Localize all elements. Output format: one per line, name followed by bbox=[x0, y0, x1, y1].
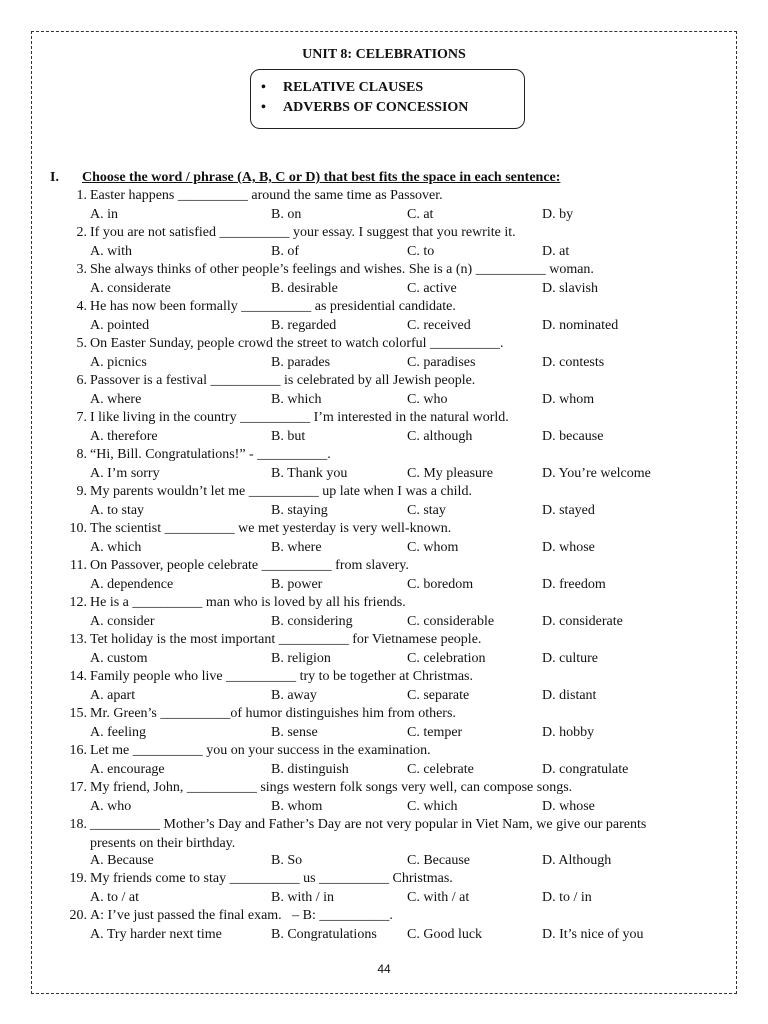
option-a[interactable]: A. where bbox=[90, 391, 142, 407]
option-d[interactable]: D. considerate bbox=[542, 613, 623, 629]
option-c[interactable]: C. My pleasure bbox=[407, 465, 493, 481]
question-item bbox=[0, 298, 768, 335]
question-item bbox=[0, 907, 768, 944]
option-b[interactable]: B. whom bbox=[271, 798, 323, 814]
option-d[interactable]: D. congratulate bbox=[542, 761, 629, 777]
page-number: 44 bbox=[377, 962, 391, 976]
option-d[interactable]: D. culture bbox=[542, 650, 598, 666]
option-b[interactable]: B. but bbox=[271, 428, 306, 444]
question-item bbox=[0, 631, 768, 668]
answer-options bbox=[0, 761, 768, 780]
question-text: presents on their birthday. bbox=[90, 835, 236, 851]
question-text: My friends come to stay __________ us __________ Christmas. bbox=[90, 871, 453, 886]
option-c[interactable]: C. separate bbox=[407, 687, 470, 703]
question-line bbox=[0, 870, 768, 889]
question-line bbox=[0, 816, 768, 835]
question-item bbox=[0, 520, 768, 557]
topic-item bbox=[251, 98, 524, 118]
option-c[interactable]: C. paradises bbox=[407, 354, 476, 370]
question-line bbox=[0, 594, 768, 613]
question-number: 5. bbox=[76, 336, 87, 351]
answer-options bbox=[0, 576, 768, 595]
question-number: 18. bbox=[69, 817, 87, 832]
option-a[interactable]: A. custom bbox=[90, 650, 148, 666]
question-line bbox=[0, 261, 768, 280]
answer-options bbox=[0, 926, 768, 945]
option-a[interactable]: A. I’m sorry bbox=[90, 465, 160, 481]
topic-box bbox=[250, 69, 525, 129]
question-text: I like living in the country __________ I’m interested in the natural world. bbox=[90, 410, 509, 425]
question-text: Family people who live __________ try to be together at Christmas. bbox=[90, 669, 473, 684]
question-line bbox=[0, 483, 768, 502]
question-number: 17. bbox=[69, 780, 87, 795]
answer-options bbox=[0, 687, 768, 706]
option-a[interactable]: A. therefore bbox=[90, 428, 158, 444]
answer-options bbox=[0, 317, 768, 336]
answer-options bbox=[0, 852, 768, 871]
topic-label: ADVERBS OF CONCESSION bbox=[283, 100, 469, 115]
answer-options bbox=[0, 724, 768, 743]
question-line bbox=[0, 335, 768, 354]
question-number: 11. bbox=[70, 558, 87, 573]
option-a[interactable]: A. apart bbox=[90, 687, 136, 703]
question-line bbox=[0, 705, 768, 724]
answer-options bbox=[0, 280, 768, 299]
option-c[interactable]: C. temper bbox=[407, 724, 463, 740]
question-text: He is a __________ man who is loved by all his friends. bbox=[90, 595, 406, 610]
question-number: 4. bbox=[76, 299, 87, 314]
question-item bbox=[0, 742, 768, 779]
question-line bbox=[0, 409, 768, 428]
question-line bbox=[0, 224, 768, 243]
answer-options bbox=[0, 539, 768, 558]
option-d[interactable]: D. Although bbox=[542, 852, 612, 868]
option-a[interactable]: A. pointed bbox=[90, 317, 150, 333]
option-a[interactable]: A. dependence bbox=[90, 576, 174, 592]
question-text: On Passover, people celebrate __________ from slavery. bbox=[90, 558, 409, 573]
option-d[interactable]: D. whose bbox=[542, 798, 595, 814]
question-number: 12. bbox=[69, 595, 87, 610]
option-c[interactable]: C. celebration bbox=[407, 650, 486, 666]
question-number: 13. bbox=[69, 632, 87, 647]
question-line bbox=[0, 446, 768, 465]
question-item bbox=[0, 870, 768, 907]
option-d[interactable]: D. whose bbox=[542, 539, 595, 555]
option-c[interactable]: C. to bbox=[407, 243, 435, 259]
question-number: 8. bbox=[76, 447, 87, 462]
question-item bbox=[0, 446, 768, 483]
question-item bbox=[0, 668, 768, 705]
option-d[interactable]: D. nominated bbox=[542, 317, 619, 333]
option-c[interactable]: C. received bbox=[407, 317, 471, 333]
option-b[interactable]: B. of bbox=[271, 243, 299, 259]
question-text: Easter happens __________ around the same time as Passover. bbox=[90, 188, 443, 203]
option-b[interactable]: B. considering bbox=[271, 613, 353, 629]
option-a[interactable]: A. Try harder next time bbox=[90, 926, 222, 942]
option-a[interactable]: A. consider bbox=[90, 613, 155, 629]
option-c[interactable]: C. celebrate bbox=[407, 761, 474, 777]
question-number: 3. bbox=[76, 262, 87, 277]
bullet-icon: • bbox=[261, 80, 266, 95]
option-b[interactable]: B. distinguish bbox=[271, 761, 349, 777]
question-line bbox=[0, 557, 768, 576]
question-number: 20. bbox=[69, 908, 87, 923]
option-d[interactable]: D. slavish bbox=[542, 280, 598, 296]
option-b[interactable]: B. desirable bbox=[271, 280, 338, 296]
topic-label: RELATIVE CLAUSES bbox=[283, 80, 424, 95]
option-b[interactable]: B. regarded bbox=[271, 317, 337, 333]
question-text: If you are not satisfied __________ your essay. I suggest that you rewrite it. bbox=[90, 225, 516, 240]
question-line bbox=[0, 187, 768, 206]
question-number: 1. bbox=[76, 188, 87, 203]
option-b[interactable]: B. Congratulations bbox=[271, 926, 377, 942]
option-c[interactable]: C. whom bbox=[407, 539, 459, 555]
option-c[interactable]: C. which bbox=[407, 798, 458, 814]
answer-options bbox=[0, 465, 768, 484]
bullet-icon: • bbox=[261, 100, 266, 115]
section-heading bbox=[50, 170, 560, 186]
option-a[interactable]: A. considerate bbox=[90, 280, 171, 296]
section-number: I. bbox=[50, 170, 59, 185]
option-a[interactable]: A. which bbox=[90, 539, 142, 555]
question-number: 14. bbox=[69, 669, 87, 684]
option-d[interactable]: D. at bbox=[542, 243, 570, 259]
answer-options bbox=[0, 798, 768, 817]
option-d[interactable]: D. It’s nice of you bbox=[542, 926, 644, 942]
option-b[interactable]: B. So bbox=[271, 852, 303, 868]
question-item bbox=[0, 187, 768, 224]
question-number: 6. bbox=[76, 373, 87, 388]
question-number: 7. bbox=[76, 410, 87, 425]
option-c[interactable]: C. at bbox=[407, 206, 434, 222]
question-line bbox=[0, 372, 768, 391]
question-line bbox=[0, 742, 768, 761]
option-c[interactable]: C. who bbox=[407, 391, 448, 407]
option-c[interactable]: C. active bbox=[407, 280, 457, 296]
question-number: 2. bbox=[76, 225, 87, 240]
answer-options bbox=[0, 613, 768, 632]
option-c[interactable]: C. with / at bbox=[407, 889, 470, 905]
option-b[interactable]: B. where bbox=[271, 539, 322, 555]
answer-options bbox=[0, 206, 768, 225]
option-b[interactable]: B. Thank you bbox=[271, 465, 348, 481]
option-a[interactable]: A. with bbox=[90, 243, 132, 259]
option-d[interactable]: D. hobby bbox=[542, 724, 595, 740]
section-instruction: Choose the word / phrase (A, B, C or D) that best fits the space in each sentence: bbox=[82, 170, 561, 185]
unit-title: UNIT 8: CELEBRATIONS bbox=[302, 47, 466, 62]
answer-options bbox=[0, 391, 768, 410]
question-item bbox=[0, 483, 768, 520]
question-text: She always thinks of other people’s feelings and wishes. She is a (n) __________ woman. bbox=[90, 262, 594, 277]
question-line bbox=[0, 520, 768, 539]
option-b[interactable]: B. parades bbox=[271, 354, 331, 370]
option-b[interactable]: B. with / in bbox=[271, 889, 335, 905]
question-line bbox=[0, 779, 768, 798]
question-text: __________ Mother’s Day and Father’s Day are not very popular in Viet Nam, we give our parents bbox=[90, 817, 647, 832]
answer-options bbox=[0, 889, 768, 908]
option-a[interactable]: A. to / at bbox=[90, 889, 139, 905]
question-item bbox=[0, 409, 768, 446]
option-a[interactable]: A. feeling bbox=[90, 724, 146, 740]
option-b[interactable]: B. power bbox=[271, 576, 323, 592]
option-b[interactable]: B. staying bbox=[271, 502, 328, 518]
option-d[interactable]: D. distant bbox=[542, 687, 597, 703]
question-text: My friend, John, __________ sings western folk songs very well, can compose songs. bbox=[90, 780, 573, 795]
option-d[interactable]: D. You’re welcome bbox=[542, 465, 651, 481]
option-c[interactable]: C. although bbox=[407, 428, 473, 444]
option-d[interactable]: D. to / in bbox=[542, 889, 592, 905]
option-a[interactable]: A. Because bbox=[90, 852, 154, 868]
question-text: Mr. Green’s __________of humor distinguishes him from others. bbox=[90, 706, 456, 721]
option-a[interactable]: A. in bbox=[90, 206, 118, 222]
question-continuation bbox=[0, 835, 768, 852]
option-d[interactable]: D. by bbox=[542, 206, 574, 222]
option-b[interactable]: B. which bbox=[271, 391, 322, 407]
question-line bbox=[0, 298, 768, 317]
question-item bbox=[0, 261, 768, 298]
option-c[interactable]: C. Good luck bbox=[407, 926, 483, 942]
option-c[interactable]: C. Because bbox=[407, 852, 470, 868]
topic-item bbox=[251, 78, 524, 98]
question-number: 19. bbox=[69, 871, 87, 886]
question-item bbox=[0, 557, 768, 594]
question-line bbox=[0, 907, 768, 926]
question-number: 16. bbox=[69, 743, 87, 758]
option-c[interactable]: C. boredom bbox=[407, 576, 474, 592]
question-item bbox=[0, 335, 768, 372]
answer-options bbox=[0, 650, 768, 669]
question-number: 15. bbox=[69, 706, 87, 721]
option-d[interactable]: D. stayed bbox=[542, 502, 595, 518]
question-number: 9. bbox=[76, 484, 87, 499]
question-line bbox=[0, 631, 768, 650]
question-item bbox=[0, 705, 768, 742]
question-text: The scientist __________ we met yesterday is very well-known. bbox=[90, 521, 452, 536]
question-item bbox=[0, 372, 768, 409]
option-d[interactable]: D. whom bbox=[542, 391, 595, 407]
question-text: My parents wouldn’t let me __________ up late when I was a child. bbox=[90, 484, 472, 499]
question-text: On Easter Sunday, people crowd the street to watch colorful __________. bbox=[90, 336, 504, 351]
question-line bbox=[0, 668, 768, 687]
option-b[interactable]: B. on bbox=[271, 206, 302, 222]
question-item bbox=[0, 224, 768, 261]
question-text: A: I’ve just passed the final exam. – B: __________. bbox=[90, 908, 393, 923]
question-list bbox=[0, 187, 768, 944]
option-d[interactable]: D. because bbox=[542, 428, 604, 444]
question-number: 10. bbox=[69, 521, 87, 536]
question-text: “Hi, Bill. Congratulations!” - __________. bbox=[90, 447, 331, 462]
question-item bbox=[0, 594, 768, 631]
answer-options bbox=[0, 243, 768, 262]
option-b[interactable]: B. away bbox=[271, 687, 317, 703]
question-item bbox=[0, 779, 768, 816]
question-text: Tet holiday is the most important __________ for Vietnamese people. bbox=[90, 632, 482, 647]
option-a[interactable]: A. encourage bbox=[90, 761, 165, 777]
option-b[interactable]: B. religion bbox=[271, 650, 331, 666]
option-c[interactable]: C. stay bbox=[407, 502, 446, 518]
option-d[interactable]: D. contests bbox=[542, 354, 605, 370]
option-d[interactable]: D. freedom bbox=[542, 576, 606, 592]
answer-options bbox=[0, 502, 768, 521]
answer-options bbox=[0, 428, 768, 447]
option-b[interactable]: B. sense bbox=[271, 724, 318, 740]
question-item bbox=[0, 816, 768, 870]
question-text: Passover is a festival __________ is celebrated by all Jewish people. bbox=[90, 373, 476, 388]
answer-options bbox=[0, 354, 768, 373]
question-text: He has now been formally __________ as presidential candidate. bbox=[90, 299, 456, 314]
option-c[interactable]: C. considerable bbox=[407, 613, 495, 629]
option-a[interactable]: A. picnics bbox=[90, 354, 147, 370]
option-a[interactable]: A. who bbox=[90, 798, 132, 814]
question-text: Let me __________ you on your success in the examination. bbox=[90, 743, 431, 758]
option-a[interactable]: A. to stay bbox=[90, 502, 145, 518]
